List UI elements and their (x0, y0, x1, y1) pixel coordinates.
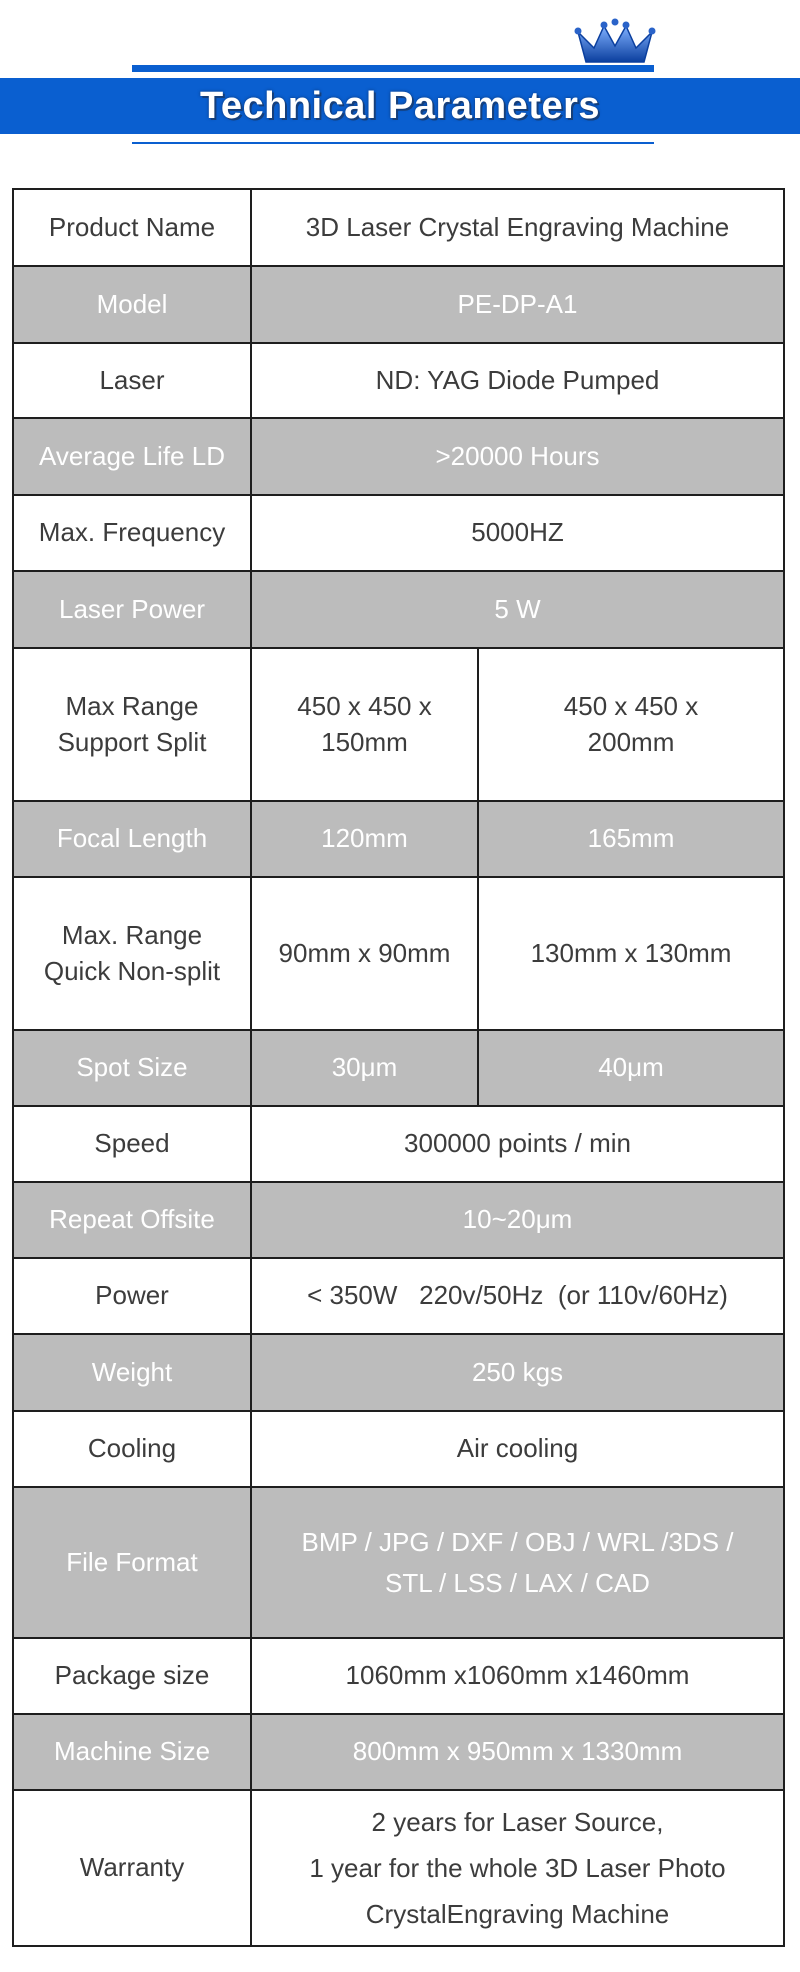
param-value: PE-DP-A1 (251, 266, 784, 343)
param-value-line: 450 x 450 x (297, 691, 432, 722)
param-value-line: CrystalEngraving Machine (365, 1899, 670, 1929)
param-label (13, 648, 251, 801)
param-row-average-life (13, 418, 784, 495)
header-bottom-line (132, 142, 654, 144)
param-value: 10~20μm (251, 1182, 784, 1258)
param-row-product-name (13, 189, 784, 266)
param-value: 1060mm x1060mm x1460mm (251, 1638, 784, 1714)
param-label: Spot Size (13, 1030, 251, 1106)
param-value-a (251, 648, 478, 801)
param-value-b (478, 648, 784, 801)
param-row-machine-size (13, 1714, 784, 1790)
param-row-speed (13, 1106, 784, 1182)
param-label: Cooling (13, 1411, 251, 1487)
param-label: Speed (13, 1106, 251, 1182)
crown-icon (574, 18, 656, 66)
param-label-line: Max Range (65, 691, 199, 722)
param-label: Focal Length (13, 801, 251, 877)
param-label: Power (13, 1258, 251, 1334)
param-value-line: BMP / JPG / DXF / OBJ / WRL /3DS / (301, 1526, 734, 1557)
param-value-line: STL / LSS / LAX / CAD (385, 1567, 650, 1598)
param-label: Machine Size (13, 1714, 251, 1790)
param-row-repeat-offsite (13, 1182, 784, 1258)
param-value: >20000 Hours (251, 418, 784, 495)
param-value-line: 1 year for the whole 3D Laser Photo (309, 1853, 726, 1883)
param-label-line: Quick Non-split (43, 955, 221, 986)
param-row-package-size (13, 1638, 784, 1714)
param-label: Model (13, 266, 251, 343)
param-label: Average Life LD (13, 418, 251, 495)
param-value: 800mm x 950mm x 1330mm (251, 1714, 784, 1790)
param-label: Laser (13, 343, 251, 418)
param-value-b: 165mm (478, 801, 784, 877)
param-value-line: 2 years for Laser Source, (371, 1807, 664, 1837)
param-label-line: Max. Range (61, 920, 203, 951)
param-row-cooling (13, 1411, 784, 1487)
param-value: 5 W (251, 571, 784, 648)
param-row-max-range-split (13, 648, 784, 801)
param-value: Air cooling (251, 1411, 784, 1487)
param-value-a: 90mm x 90mm (251, 877, 478, 1030)
param-value-b: 40μm (478, 1030, 784, 1106)
param-value-a: 120mm (251, 801, 478, 877)
param-value (251, 1487, 784, 1638)
header-top-line (132, 65, 654, 72)
param-value-line: 200mm (587, 726, 675, 757)
param-value-a: 30μm (251, 1030, 478, 1106)
param-row-max-frequency (13, 495, 784, 571)
param-row-focal-length (13, 801, 784, 877)
param-value: 250 kgs (251, 1334, 784, 1411)
param-row-power (13, 1258, 784, 1334)
param-row-weight (13, 1334, 784, 1411)
param-row-spot-size (13, 1030, 784, 1106)
param-label-line: Support Split (57, 726, 207, 757)
param-label: Laser Power (13, 571, 251, 648)
param-row-warranty (13, 1790, 784, 1946)
param-label: Repeat Offsite (13, 1182, 251, 1258)
param-value: 3D Laser Crystal Engraving Machine (251, 189, 784, 266)
page-title: Technical Parameters (199, 85, 601, 127)
param-row-max-range-non-split (13, 877, 784, 1030)
param-label: Weight (13, 1334, 251, 1411)
param-row-file-format (13, 1487, 784, 1638)
header-banner (0, 0, 800, 160)
technical-parameters-table (12, 188, 785, 1947)
param-label: Product Name (13, 189, 251, 266)
param-value-b: 130mm x 130mm (478, 877, 784, 1030)
param-row-laser-power (13, 571, 784, 648)
param-value-line: 450 x 450 x (563, 691, 699, 722)
param-label (13, 877, 251, 1030)
param-value-line: 150mm (321, 726, 408, 757)
param-value: 5000HZ (251, 495, 784, 571)
param-label: File Format (13, 1487, 251, 1638)
param-value: ND: YAG Diode Pumped (251, 343, 784, 418)
param-label: Max. Frequency (13, 495, 251, 571)
param-value: < 350W 220v/50Hz (or 110v/60Hz) (251, 1258, 784, 1334)
param-label: Package size (13, 1638, 251, 1714)
param-value: 300000 points / min (251, 1106, 784, 1182)
param-label: Warranty (13, 1790, 251, 1946)
param-value (251, 1790, 784, 1946)
param-row-model (13, 266, 784, 343)
param-row-laser (13, 343, 784, 418)
